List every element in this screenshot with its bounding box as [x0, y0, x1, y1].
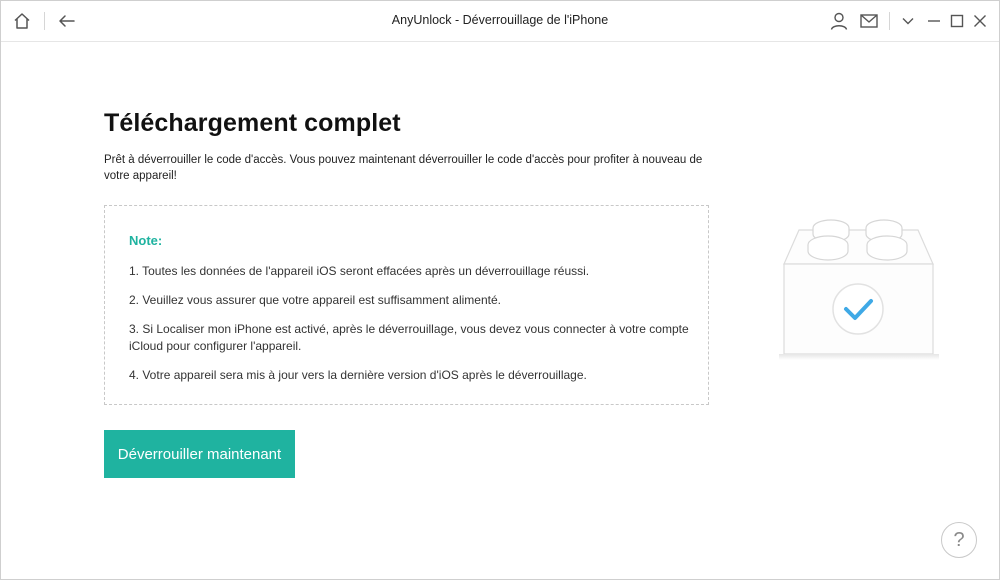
maximize-icon [949, 13, 965, 29]
window-title: AnyUnlock - Déverrouillage de l'iPhone [391, 13, 609, 27]
help-icon: ? [953, 528, 965, 551]
menu-button[interactable] [896, 9, 920, 33]
note-item: 2. Veuillez vous assurer que votre appareil est suffisamment alimenté. [129, 293, 501, 307]
titlebar-divider [44, 12, 45, 30]
mail-icon [859, 11, 879, 31]
illustration [771, 206, 946, 366]
account-button[interactable] [827, 9, 851, 33]
user-icon [829, 11, 849, 31]
minimize-icon [926, 13, 942, 29]
titlebar-divider [889, 12, 890, 30]
close-icon [972, 13, 988, 29]
help-button[interactable] [941, 522, 977, 558]
note-title: Note: [129, 233, 163, 248]
home-icon [12, 11, 32, 31]
note-box [104, 205, 709, 405]
back-arrow-icon [57, 11, 77, 31]
back-button[interactable] [55, 9, 79, 33]
home-button[interactable] [10, 9, 34, 33]
note-list [129, 263, 689, 396]
lego-brick-check-icon [771, 206, 946, 366]
chevron-down-icon [900, 13, 916, 29]
note-item: 4. Votre appareil sera mis à jour vers la dernière version d'iOS après le déverrouillage. [129, 367, 587, 382]
note-item: 1. Toutes les données de l'appareil iOS seront effacées après un déverrouillage réussi. [129, 264, 590, 278]
minimize-button[interactable] [922, 9, 946, 33]
title-bar [1, 1, 999, 42]
page-description: Prêt à déverrouiller le code d'accès. Vous pouvez maintenant déverrouiller le code d'accès pour profiter à nouveau de votre appareil! [104, 154, 703, 182]
page-title: Téléchargement complet [104, 109, 401, 137]
close-button[interactable] [968, 9, 992, 33]
note-item: 3. Si Localiser mon iPhone est activé, après le déverrouillage, vous devez vous connecter à votre compte iCloud pour configurer l'appareil. [129, 322, 689, 353]
feedback-button[interactable] [857, 9, 881, 33]
unlock-now-button[interactable]: Déverrouiller maintenant [104, 430, 295, 478]
maximize-button[interactable] [945, 9, 969, 33]
